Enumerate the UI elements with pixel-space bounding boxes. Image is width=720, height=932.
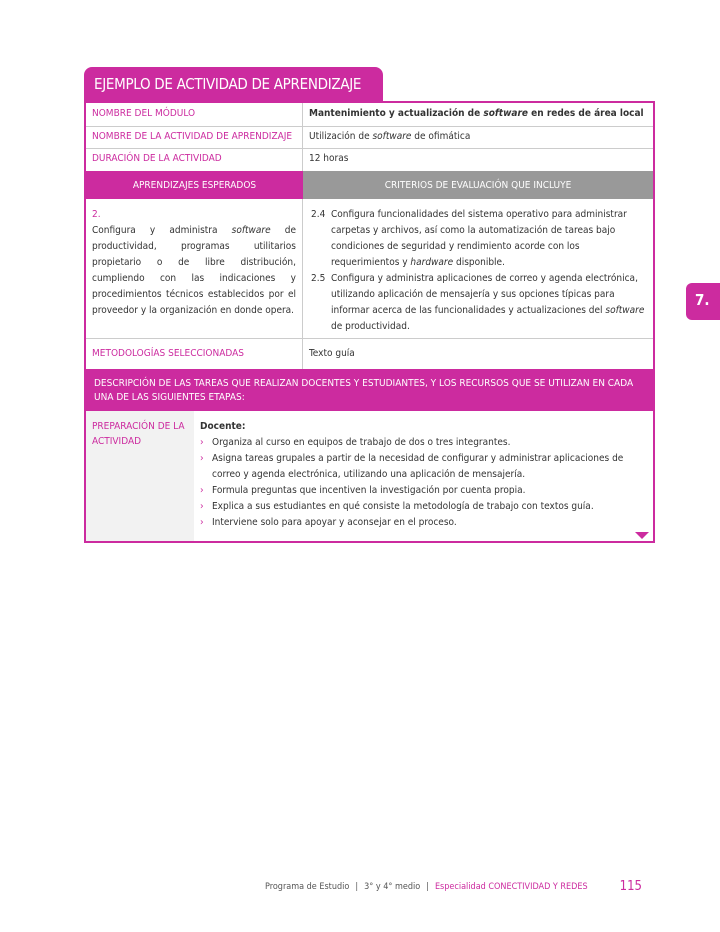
list-item: › Explica a sus estudiantes en qué consiste la metodología de trabajo con textos guía. [200, 501, 594, 512]
module-row [86, 103, 653, 127]
methodology-row [86, 339, 653, 369]
description-header: DESCRIPCIÓN DE LAS TAREAS QUE REALIZAN DOCENTES Y ESTUDIANTES, Y LOS RECURSOS QUE SE UTILIZAN EN CADA UNA DE LAS SIGUIENTES ETAPAS: [86, 369, 653, 411]
list-item: › Interviene solo para apoyar y aconsejar en el proceso. [200, 517, 457, 528]
criteria-list [303, 199, 653, 338]
methodology-label: METODOLOGÍAS SELECCIONADAS [86, 339, 303, 369]
list-item: › Organiza al curso en equipos de trabajo de dos o tres integrantes. [200, 437, 511, 448]
activity-row [86, 127, 653, 149]
role-label: Docente: [200, 421, 246, 432]
duration-row [86, 149, 653, 171]
module-label: NOMBRE DEL MÓDULO [86, 103, 303, 126]
header-aprendizajes: APRENDIZAJES ESPERADOS [86, 171, 303, 199]
footer [265, 879, 642, 894]
outcome-number: 2. [92, 209, 101, 220]
activity-label: NOMBRE DE LA ACTIVIDAD DE APRENDIZAJE [86, 127, 303, 148]
criterion: 2.5 Configura y administra aplicaciones de correo y agenda electrónica, utilizando aplicación de mensajería y sus opciones típicas para informar acerca de las funcionalidades y actualizaciones del software de productividad. [311, 273, 645, 332]
duration-label: DURACIÓN DE LA ACTIVIDAD [86, 149, 303, 171]
activity-table [84, 101, 655, 543]
footer-separator: | [355, 881, 359, 892]
module-value: Mantenimiento y actualización de software en redes de área local [309, 108, 644, 119]
chapter-tab: 7. [686, 283, 720, 320]
header-criterios: CRITERIOS DE EVALUACIÓN QUE INCLUYE [303, 171, 653, 199]
activity-value: Utilización de software de ofimática [309, 131, 471, 142]
list-item: › Formula preguntas que incentiven la investigación por cuenta propia. [200, 485, 526, 496]
preparation-label: PREPARACIÓN DE LA ACTIVIDAD [86, 411, 194, 541]
criterion: 2.4 Configura funcionalidades del sistema operativo para administrar carpetas y archivos, así como la automatización de tareas bajo condiciones de seguridad y rendimiento acorde con los requerimientos y hardware disponible. [311, 209, 627, 268]
footer-separator: | [426, 881, 429, 892]
duration-value: 12 horas [309, 153, 349, 164]
learning-row [86, 199, 653, 339]
column-headers [86, 171, 653, 199]
preparation-content [194, 411, 653, 541]
preparation-row [86, 411, 653, 541]
footer-specialty: Especialidad CONECTIVIDAD Y REDES [434, 881, 588, 892]
methodology-value: Texto guía [309, 348, 355, 359]
continue-arrow-icon [635, 532, 649, 539]
learning-outcome: 2. Configura y administra software de productividad, programas utilitarios propietario o de libre distribución, cumpliendo con las indicaciones y procedimientos técnicos establecidos por el proveedor y la organización en donde opera. [86, 199, 303, 338]
footer-program: Programa de Estudio [265, 881, 350, 892]
list-item: › Asigna tareas grupales a partir de la necesidad de configurar y administrar aplicaciones de correo y agenda electrónica, utilizando una aplicación de mensajería. [200, 453, 624, 480]
page-number: 115 [619, 879, 642, 894]
activity-title: EJEMPLO DE ACTIVIDAD DE APRENDIZAJE [84, 67, 383, 102]
footer-level: 3° y 4° medio [364, 881, 421, 892]
